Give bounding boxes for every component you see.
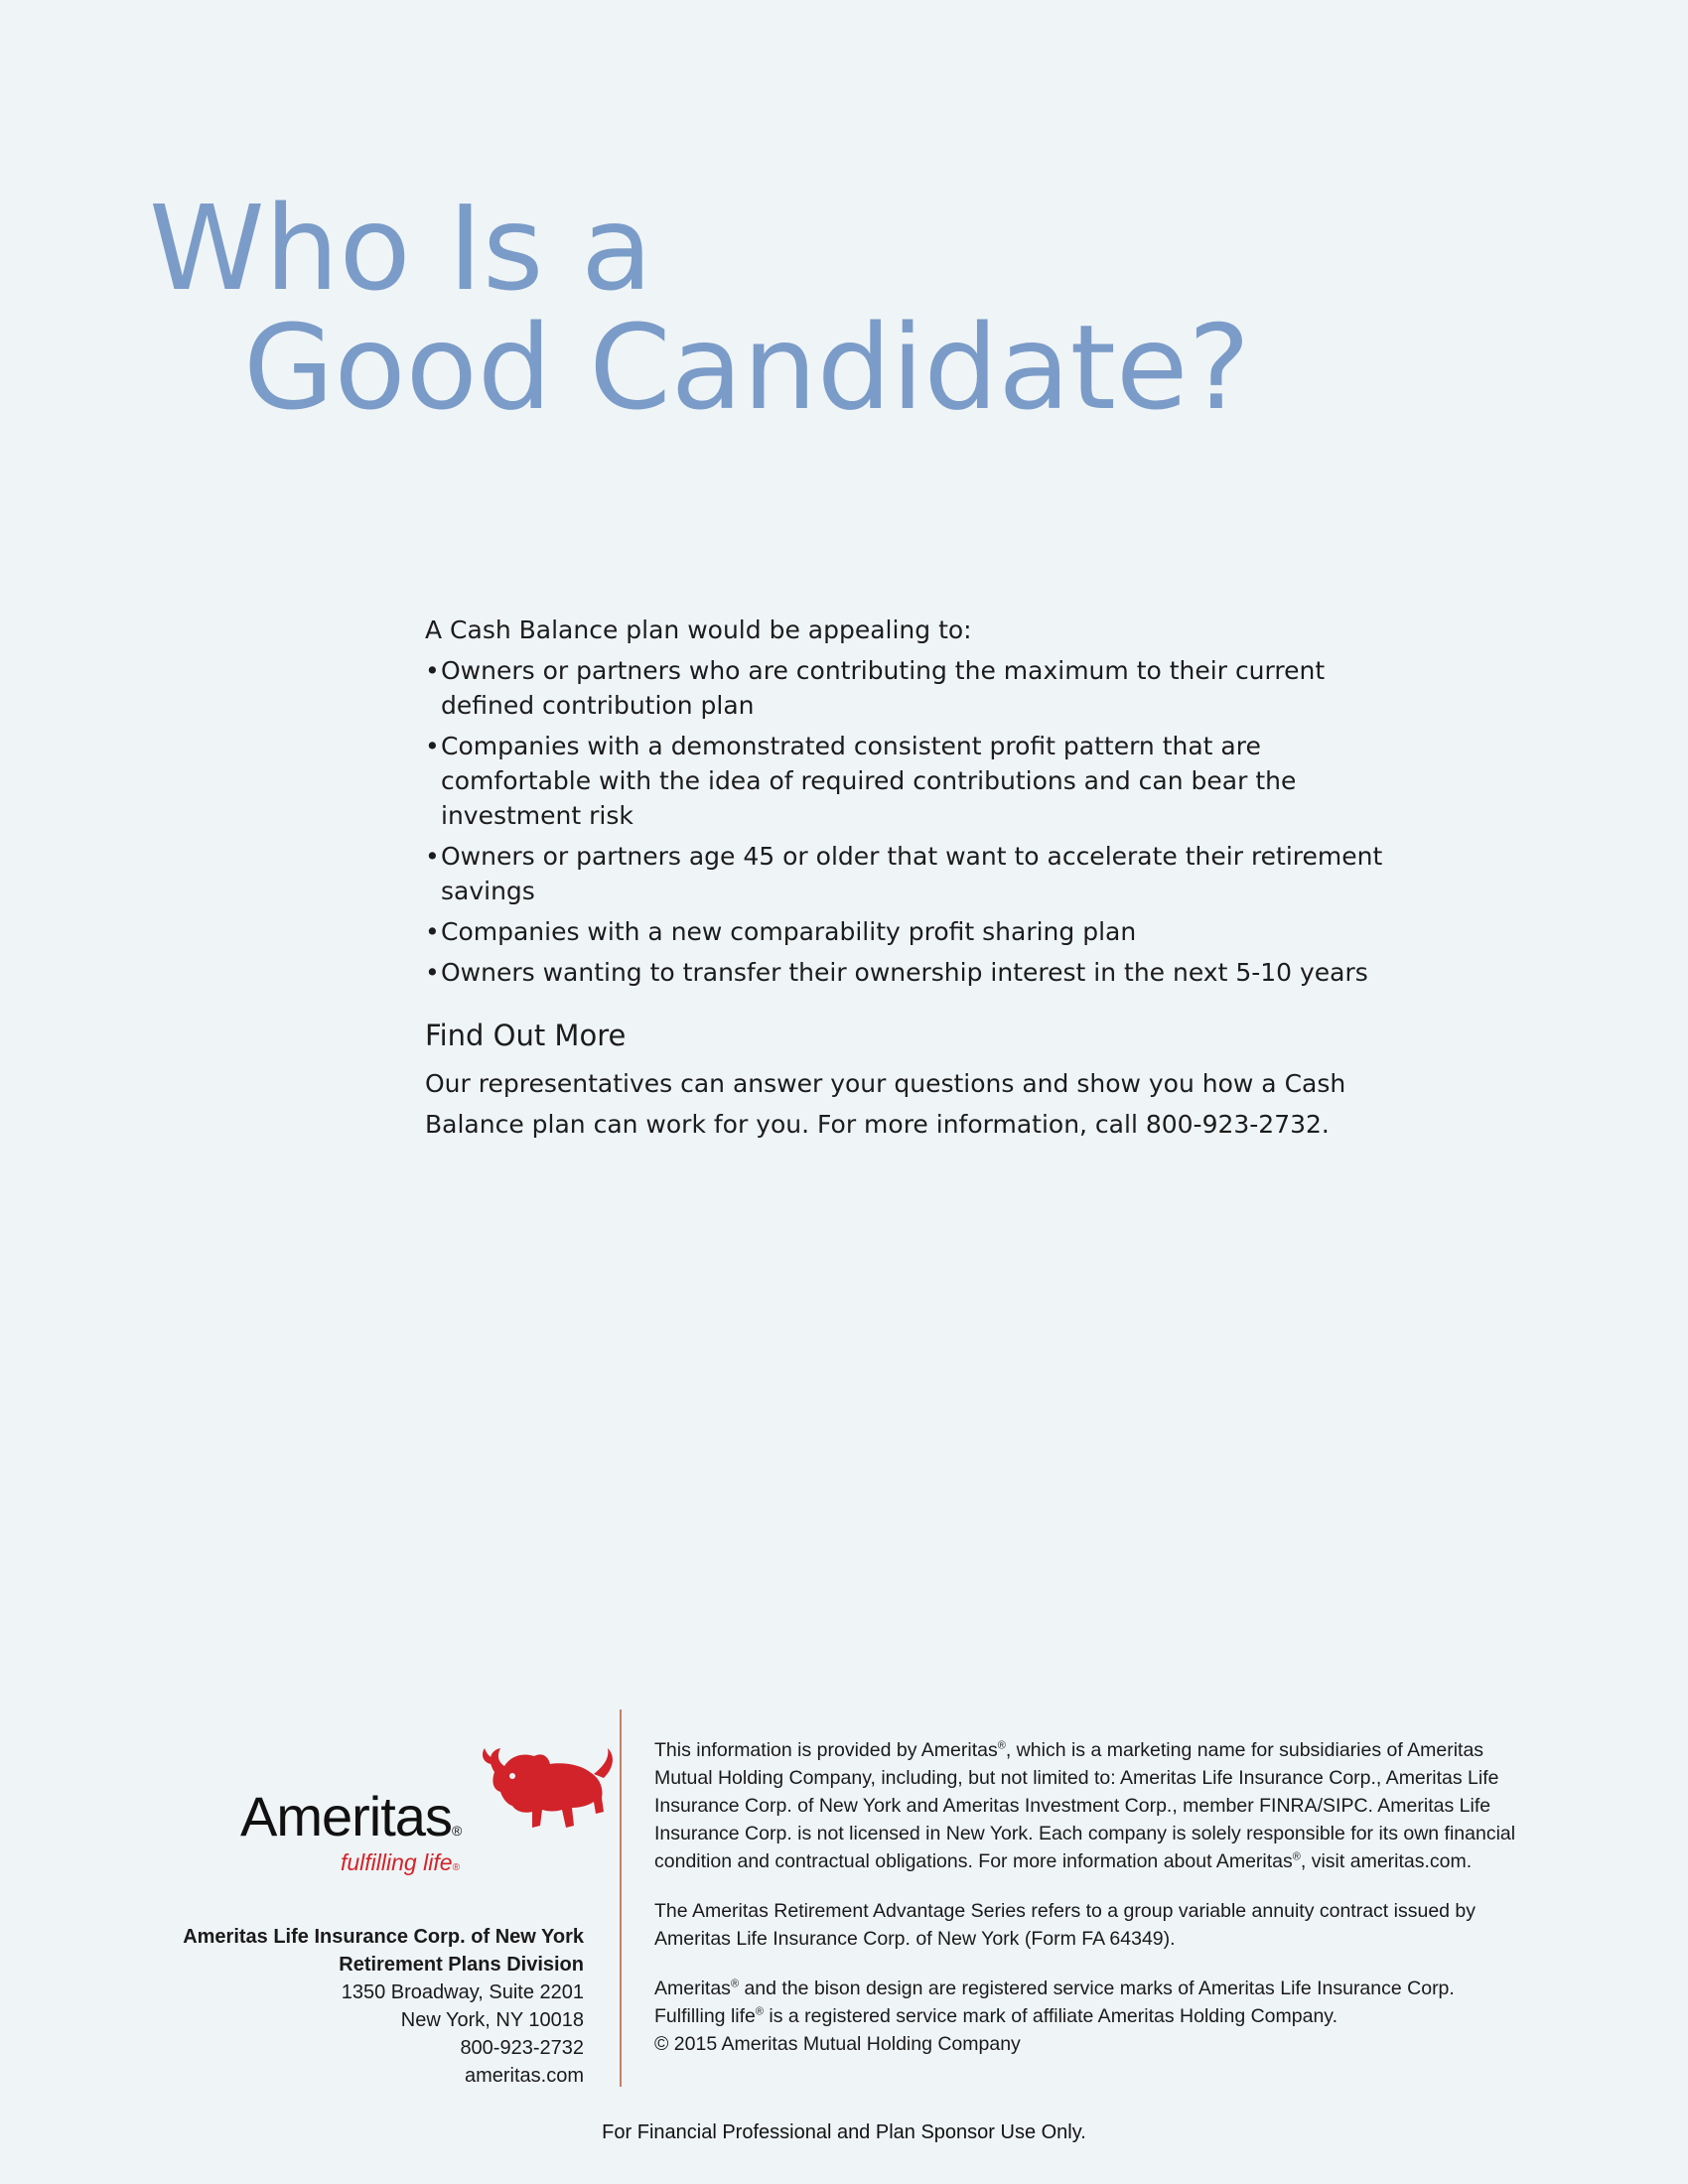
find-out-more-text: Our representatives can answer your questions and show you how a Cash Balance plan can work for you. For more information, call 800-923-2732.: [425, 1069, 1346, 1139]
list-item: • Owners wanting to transfer their ownership interest in the next 5-10 years: [425, 955, 1398, 990]
company-address: [183, 1923, 584, 2090]
bison-logo-icon: [477, 1742, 626, 1842]
ameritas-logo: [228, 1742, 626, 1891]
list-item: • Owners or partners age 45 or older that want to accelerate their retirement savings: [425, 839, 1398, 908]
disclaimer-paragraph-1: This information is provided by Ameritas®, which is a marketing name for subsidiaries of Ameritas Mutual Holding Company, including, but not limited to: Ameritas Life Insurance Corp., Ameritas Life Insurance Corp. of New York and Ameritas Investment Corp., member FINRA/SIPC. Ameritas Life Insurance Corp. is not licensed in New York. Each company is solely responsible for its own financial condition and contractual obligations. For more information about Ameritas®, visit ameritas.com.: [654, 1739, 1516, 1872]
main-content: [425, 613, 1398, 1145]
list-item: • Owners or partners who are contributing the maximum to their current defined contribution plan: [425, 653, 1398, 723]
title-line-2: Good Candidate?: [243, 299, 1251, 436]
phone-number: 800-923-2732: [460, 2037, 584, 2059]
intro-text: A Cash Balance plan would be appealing to:: [425, 615, 972, 644]
street-address: 1350 Broadway, Suite 2201: [341, 1981, 584, 2003]
logo-tagline: fulfilling life®: [341, 1849, 460, 1875]
title-line-1: Who Is a: [149, 180, 653, 317]
candidate-list: [425, 653, 1398, 990]
division-name: Retirement Plans Division: [339, 1954, 584, 1976]
list-item: • Companies with a new comparability profit sharing plan: [425, 914, 1398, 949]
vertical-divider: [620, 1709, 622, 2087]
company-name: Ameritas Life Insurance Corp. of New York: [183, 1926, 584, 1948]
page-title: [149, 180, 1251, 436]
website-link[interactable]: ameritas.com: [464, 2065, 584, 2087]
footer-notice: For Financial Professional and Plan Sponsor Use Only.: [602, 2121, 1086, 2143]
legal-disclaimer: [654, 1736, 1528, 2080]
disclaimer-paragraph-3: Ameritas® and the bison design are registered service marks of Ameritas Life Insurance Corp. Fulfilling life® is a registered service mark of affiliate Ameritas Holding Company. © 2015 Ameritas Mutual Holding Company: [654, 1978, 1455, 2055]
city-state-zip: New York, NY 10018: [400, 2009, 584, 2031]
list-item: • Companies with a demonstrated consistent profit pattern that are comfortable with the idea of required contributions and can bear the investment risk: [425, 729, 1398, 833]
ameritas-wordmark: Ameritas®: [240, 1785, 462, 1847]
find-out-more-heading: Find Out More: [425, 1019, 627, 1052]
disclaimer-paragraph-2: The Ameritas Retirement Advantage Series refers to a group variable annuity contract issued by Ameritas Life Insurance Corp. of New York (Form FA 64349).: [654, 1900, 1477, 1950]
